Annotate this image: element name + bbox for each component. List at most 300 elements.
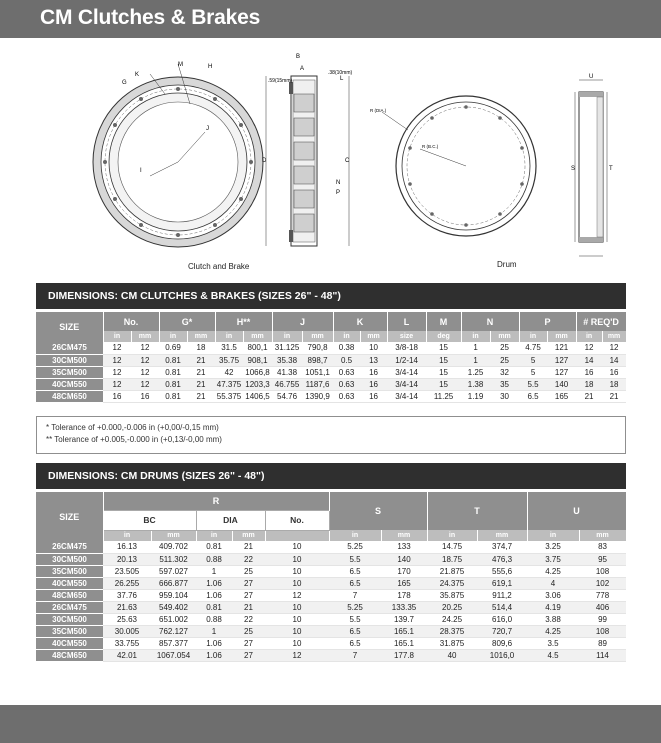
drawings-svg <box>0 44 661 276</box>
page-footer <box>0 705 661 743</box>
value-cell: 15 <box>426 354 461 366</box>
value-cell: 6.5 <box>329 625 381 637</box>
value-cell: 4.5 <box>527 649 579 661</box>
unit-label: mm <box>151 530 196 541</box>
value-cell: 55.375 <box>216 391 242 401</box>
value-cell: 25 <box>232 565 265 577</box>
size-header: SIZE <box>36 492 103 541</box>
col-header: U <box>527 492 626 530</box>
value-cell: 12 <box>131 378 159 390</box>
value-cell: 165 <box>381 577 427 589</box>
value-cell: 5.5 <box>329 613 381 625</box>
value-cell: 5.5 <box>329 553 381 565</box>
label-u: U <box>589 74 594 80</box>
value-cell: 10 <box>265 577 329 589</box>
value-cell: 20.13 <box>103 553 151 565</box>
value-cell: 1/2-14 <box>387 354 426 366</box>
value-cell: 10 <box>265 565 329 577</box>
label-t: T <box>609 166 613 172</box>
value-cell: 83 <box>579 541 626 553</box>
value-cell: 10 <box>265 637 329 649</box>
size-cell: 40CM550 <box>36 577 103 589</box>
page-title: CM Clutches & Brakes <box>40 6 261 29</box>
value-cell: 1 <box>196 625 232 637</box>
clutch-dimensions-table <box>36 312 627 403</box>
value-cell: 42.01 <box>103 649 151 661</box>
value-cell: 3.88 <box>527 613 579 625</box>
value-cell: 26.255 <box>103 577 151 589</box>
size-header: SIZE <box>36 312 103 342</box>
value-cell: 1 <box>196 565 232 577</box>
value-cell: 0.69 <box>159 342 187 354</box>
value-cell: 12 <box>602 342 626 354</box>
unit-label: in <box>461 331 490 342</box>
col-header: R <box>103 492 329 510</box>
value-cell: 27 <box>232 589 265 601</box>
value-cell: 21 <box>187 354 215 366</box>
value-cell: 12 <box>265 589 329 601</box>
value-cell: 133 <box>381 541 427 553</box>
value-cell: 47.375 <box>216 379 242 389</box>
size-cell: 30CM500 <box>36 613 103 625</box>
drum-dimensions-table <box>36 492 627 662</box>
value-cell: 4.19 <box>527 601 579 613</box>
value-cell: 21 <box>576 390 602 402</box>
value-cell: 127 <box>547 366 576 378</box>
value-cell: 108 <box>579 625 626 637</box>
unit-label: in <box>519 331 547 342</box>
value-cell: 0.88 <box>196 553 232 565</box>
value-cell: 1016,0 <box>477 649 527 661</box>
value-cell: 25 <box>232 625 265 637</box>
label-m: M <box>178 62 183 68</box>
value-cell: 89 <box>579 637 626 649</box>
value-cell: 35.75 <box>215 354 243 366</box>
value-cell: 16 <box>360 366 387 378</box>
unit-label: in <box>272 331 302 342</box>
table-row <box>36 541 626 553</box>
table-row <box>36 342 626 354</box>
table-row <box>36 613 626 625</box>
page-header <box>0 0 661 38</box>
unit-label: deg <box>426 331 461 342</box>
value-cell: 18 <box>576 378 602 390</box>
value-cell: 7 <box>329 649 381 661</box>
col-header: M <box>426 312 461 331</box>
table-row <box>36 390 626 402</box>
value-cell: 12 <box>131 354 159 366</box>
value-cell: 22 <box>232 613 265 625</box>
value-cell: 21 <box>232 601 265 613</box>
value-cell: 10 <box>265 625 329 637</box>
value-cell: 12 <box>103 366 131 378</box>
value-cell: 28.375 <box>427 625 477 637</box>
clutch-caption: Clutch and Brake <box>188 262 250 271</box>
value-cell: 476,3 <box>477 553 527 565</box>
col-header: P <box>519 312 576 331</box>
value-cell: 790,8 <box>302 342 333 354</box>
value-cell: 24.375 <box>427 577 477 589</box>
value-cell: 800,1 <box>243 342 272 354</box>
value-cell: 24.25 <box>427 613 477 625</box>
value-cell: 99 <box>579 613 626 625</box>
value-cell: 25.63 <box>103 613 151 625</box>
value-cell: 140 <box>381 553 427 565</box>
value-cell: 10 <box>265 613 329 625</box>
value-cell: 0.38 <box>333 342 360 354</box>
size-cell: 35CM500 <box>36 565 103 577</box>
label-l: L <box>340 76 344 82</box>
table-row <box>36 637 626 649</box>
value-cell: 139.7 <box>381 613 427 625</box>
technical-drawings <box>0 44 661 276</box>
value-cell: 406 <box>579 601 626 613</box>
value-cell: 21 <box>602 390 626 402</box>
value-cell: 1390,9 <box>302 390 333 402</box>
size-cell: 48CM650 <box>36 390 103 402</box>
value-cell: 170 <box>381 565 427 577</box>
value-cell: 762.127 <box>151 625 196 637</box>
value-cell: 857.377 <box>151 637 196 649</box>
table-row <box>36 565 626 577</box>
value-cell: 22 <box>232 553 265 565</box>
label-a: A <box>300 66 305 72</box>
value-cell: 21 <box>187 366 215 378</box>
drum-side-view <box>571 74 613 256</box>
value-cell: 666.877 <box>151 577 196 589</box>
value-cell: 114 <box>579 649 626 661</box>
table-row <box>36 354 626 366</box>
size-cell: 48CM650 <box>36 589 103 601</box>
unit-label: in <box>215 331 243 342</box>
value-cell: 16 <box>103 390 131 402</box>
size-cell: 35CM500 <box>36 366 103 378</box>
value-cell: 27 <box>232 637 265 649</box>
value-cell: 121 <box>547 342 576 354</box>
value-cell: 0.88 <box>196 613 232 625</box>
col-header: S <box>329 492 427 530</box>
value-cell: 14 <box>576 354 602 366</box>
value-cell: 30.005 <box>103 625 151 637</box>
unit-label: mm <box>131 331 159 342</box>
clutch-table-body <box>36 342 626 402</box>
value-cell: 1.06 <box>196 589 232 601</box>
label-dim2: .38(10mm) <box>328 70 353 76</box>
label-d: D <box>262 158 267 164</box>
drum-caption: Drum <box>497 260 517 269</box>
value-cell: 1.19 <box>461 390 490 402</box>
value-cell: 3.25 <box>527 541 579 553</box>
col-header: K <box>333 312 387 331</box>
value-cell: 15 <box>426 378 461 390</box>
value-cell: 54.76 <box>272 390 302 402</box>
tolerance-notes <box>36 416 626 454</box>
unit-label: size <box>387 331 426 342</box>
value-cell: 20.25 <box>427 601 477 613</box>
value-cell: 31.5 <box>215 342 243 354</box>
label-r-bc: R (B.C.) <box>422 144 439 149</box>
unit-label: in <box>329 530 381 541</box>
unit-label: in <box>427 530 477 541</box>
unit-label: in <box>103 331 131 342</box>
value-cell: 27 <box>232 577 265 589</box>
value-cell: 5.25 <box>329 601 381 613</box>
label-b: B <box>296 54 301 60</box>
value-cell: 21 <box>187 390 215 402</box>
label-k: K <box>135 72 140 78</box>
value-cell: 597.027 <box>151 565 196 577</box>
unit-label: in <box>103 530 151 541</box>
value-cell: 12 <box>265 649 329 661</box>
unit-label: mm <box>602 331 626 342</box>
value-cell: 18 <box>187 342 215 354</box>
table-row <box>36 601 626 613</box>
value-cell: 16 <box>131 390 159 402</box>
unit-label: mm <box>490 331 519 342</box>
clutch-table-title: DIMENSIONS: CM CLUTCHES & BRAKES (SIZES 26" - 48") <box>36 283 626 309</box>
value-cell: 1 <box>461 342 490 354</box>
table-row <box>36 625 626 637</box>
value-cell: 108 <box>579 565 626 577</box>
value-cell: 374,7 <box>477 541 527 553</box>
label-n: N <box>336 180 341 186</box>
col-header: T <box>427 492 527 530</box>
size-cell: 40CM550 <box>36 378 103 390</box>
label-h: H <box>208 64 213 70</box>
value-cell: 165.1 <box>381 637 427 649</box>
value-cell: 1066,8 <box>243 366 272 378</box>
value-cell: 0.5 <box>333 354 360 366</box>
value-cell: 0.81 <box>196 601 232 613</box>
tolerance-note: ** Tolerance of +0.005,-0.000 in (+0,13/-0,00 mm) <box>46 435 222 444</box>
value-cell: 6.5 <box>519 390 547 402</box>
unit-label: in <box>576 331 602 342</box>
drum-table-title: DIMENSIONS: CM DRUMS (SIZES 26" - 48") <box>36 463 626 489</box>
label-r-dia: R (DIA.) <box>370 108 387 113</box>
table-row <box>36 589 626 601</box>
value-cell: 3/4-14 <box>387 366 426 378</box>
value-cell: 30 <box>490 390 519 402</box>
value-cell: 12 <box>103 342 131 354</box>
value-cell: 165 <box>547 390 576 402</box>
value-cell: 809,6 <box>477 637 527 649</box>
value-cell: 0.81 <box>159 366 187 378</box>
tolerance-note: * Tolerance of +0.000,-0.006 in (+0,00/-0,15 mm) <box>46 423 219 432</box>
value-cell: 25 <box>490 342 519 354</box>
value-cell: 35.38 <box>272 354 302 366</box>
value-cell: 10 <box>265 541 329 553</box>
value-cell: 27 <box>232 649 265 661</box>
table-row <box>36 378 626 390</box>
size-cell: 40CM550 <box>36 637 103 649</box>
value-cell: 14.75 <box>427 541 477 553</box>
label-g: G <box>122 80 127 86</box>
label-i: I <box>140 168 142 174</box>
value-cell: 40 <box>427 649 477 661</box>
value-cell: 21 <box>232 541 265 553</box>
value-cell: 12 <box>131 366 159 378</box>
col-header: J <box>272 312 333 331</box>
value-cell: 41.38 <box>272 366 302 378</box>
size-cell: 26CM475 <box>36 541 103 553</box>
value-cell: 409.702 <box>151 541 196 553</box>
col-header: L <box>387 312 426 331</box>
value-cell: 12 <box>131 342 159 354</box>
size-cell: 26CM475 <box>36 342 103 354</box>
value-cell: 720,7 <box>477 625 527 637</box>
value-cell: 31.125 <box>272 342 302 354</box>
sub-header: DIA <box>196 510 265 530</box>
unit-label: in <box>333 331 360 342</box>
sub-header: No. <box>265 510 329 530</box>
value-cell: 0.81 <box>159 354 187 366</box>
value-cell: 95 <box>579 553 626 565</box>
value-cell: 898,7 <box>302 354 333 366</box>
value-cell: 4 <box>527 577 579 589</box>
table-row <box>36 577 626 589</box>
value-cell: 3/4-14 <box>387 390 426 402</box>
value-cell: 21.875 <box>427 565 477 577</box>
unit-label: mm <box>302 331 333 342</box>
value-cell: 651.002 <box>151 613 196 625</box>
unit-label: in <box>527 530 579 541</box>
clutch-side-view <box>262 54 353 246</box>
label-j: J <box>206 126 209 132</box>
value-cell: 5.5 <box>519 378 547 390</box>
value-cell: 911,2 <box>477 589 527 601</box>
value-cell: 21.63 <box>103 601 151 613</box>
size-cell: 35CM500 <box>36 625 103 637</box>
value-cell: 0.81 <box>159 390 187 402</box>
size-cell: 48CM650 <box>36 649 103 661</box>
value-cell: 15 <box>426 342 461 354</box>
unit-label: mm <box>381 530 427 541</box>
value-cell: 16 <box>602 366 626 378</box>
value-cell: 778 <box>579 589 626 601</box>
value-cell: 1 <box>461 354 490 366</box>
value-cell: 1406,5 <box>243 390 272 402</box>
col-header: N <box>461 312 519 331</box>
value-cell: 514,4 <box>477 601 527 613</box>
value-cell: 35 <box>490 378 519 390</box>
value-cell: 10 <box>265 553 329 565</box>
value-cell: 16 <box>576 366 602 378</box>
value-cell: 4.25 <box>527 565 579 577</box>
value-cell: 11.25 <box>426 390 461 402</box>
value-cell: 1051,1 <box>302 366 333 378</box>
value-cell: 549.402 <box>151 601 196 613</box>
value-cell: 12 <box>103 378 131 390</box>
col-header: No. <box>103 312 159 331</box>
size-cell: 26CM475 <box>36 601 103 613</box>
unit-label: mm <box>243 331 272 342</box>
col-header: # REQ'D <box>576 312 626 331</box>
value-cell: 6.5 <box>329 565 381 577</box>
value-cell: 23.505 <box>103 565 151 577</box>
value-cell: 33.755 <box>103 637 151 649</box>
value-cell: 12 <box>576 342 602 354</box>
value-cell: 35.875 <box>427 589 477 601</box>
size-cell: 30CM500 <box>36 354 103 366</box>
value-cell: 177.8 <box>381 649 427 661</box>
value-cell: 14 <box>602 354 626 366</box>
value-cell: 0.81 <box>196 541 232 553</box>
value-cell: 3/8-18 <box>387 342 426 354</box>
value-cell: 0.63 <box>333 378 360 390</box>
value-cell: 1.06 <box>196 649 232 661</box>
value-cell: 1203,3 <box>243 378 272 390</box>
value-cell: 511.302 <box>151 553 196 565</box>
value-cell: 127 <box>547 354 576 366</box>
value-cell: 1067.054 <box>151 649 196 661</box>
unit-label: in <box>159 331 187 342</box>
drum-table-body <box>36 541 626 661</box>
value-cell: 10 <box>360 342 387 354</box>
value-cell: 619,1 <box>477 577 527 589</box>
table-row <box>36 366 626 378</box>
value-cell: 0.81 <box>159 378 187 390</box>
value-cell: 31.875 <box>427 637 477 649</box>
value-cell: 6.5 <box>329 637 381 649</box>
value-cell: 4.75 <box>519 342 547 354</box>
label-c: C <box>345 158 350 164</box>
unit-label <box>265 530 329 541</box>
value-cell: 165.1 <box>381 625 427 637</box>
size-cell: 30CM500 <box>36 553 103 565</box>
value-cell: 1.38 <box>461 378 490 390</box>
value-cell: 3.75 <box>527 553 579 565</box>
value-cell: 13 <box>360 354 387 366</box>
value-cell: 16 <box>360 378 387 390</box>
unit-label: mm <box>579 530 626 541</box>
value-cell: 3/4-14 <box>387 378 426 390</box>
clutch-front-view <box>93 62 263 247</box>
col-header: H** <box>215 312 272 331</box>
value-cell: 18 <box>602 378 626 390</box>
value-cell: 1.06 <box>196 637 232 649</box>
label-p: P <box>336 190 341 196</box>
value-cell: 908,1 <box>243 354 272 366</box>
value-cell: 7 <box>329 589 381 601</box>
value-cell: 4.25 <box>527 625 579 637</box>
unit-label: mm <box>187 331 215 342</box>
value-cell: 16 <box>360 390 387 402</box>
value-cell: 1.06 <box>196 577 232 589</box>
value-cell: 21 <box>187 378 215 390</box>
value-cell: 10 <box>265 601 329 613</box>
label-s: S <box>571 166 576 172</box>
value-cell: 46.755 <box>272 378 302 390</box>
value-cell: 616,0 <box>477 613 527 625</box>
col-header: G* <box>159 312 215 331</box>
value-cell: 16.13 <box>103 541 151 553</box>
value-cell: 37.76 <box>103 589 151 601</box>
value-cell: 6.5 <box>329 577 381 589</box>
label-dim1: .59(15mm) <box>268 78 293 84</box>
value-cell: 12 <box>103 354 131 366</box>
unit-label: in <box>196 530 232 541</box>
unit-label: mm <box>232 530 265 541</box>
value-cell: 5 <box>519 366 547 378</box>
value-cell: 178 <box>381 589 427 601</box>
value-cell: 140 <box>547 378 576 390</box>
value-cell: 5 <box>519 354 547 366</box>
sub-header: BC <box>103 510 196 530</box>
value-cell: 133.35 <box>381 601 427 613</box>
unit-label: mm <box>477 530 527 541</box>
value-cell: 5.25 <box>329 541 381 553</box>
value-cell: 1.25 <box>461 366 490 378</box>
